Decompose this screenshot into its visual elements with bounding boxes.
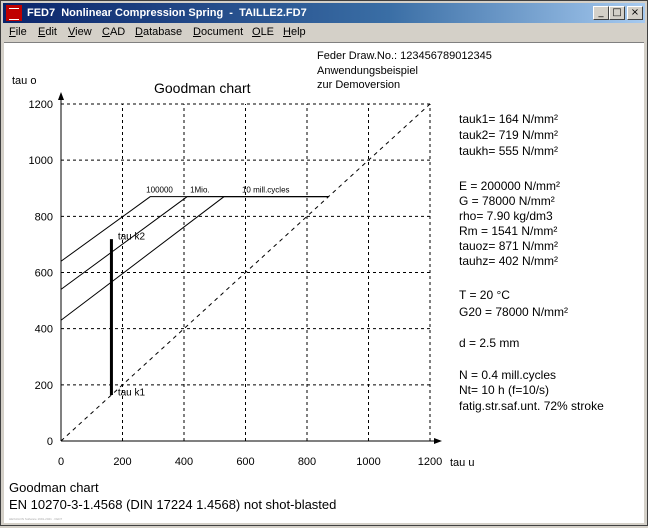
fatigue-line <box>61 197 329 321</box>
y-tick-label: 200 <box>34 379 53 392</box>
x-tick-label: 1000 <box>356 456 381 468</box>
results-panel <box>459 112 604 413</box>
app-icon[interactable] <box>6 5 22 21</box>
menu-edit[interactable] <box>38 26 57 38</box>
menu-document[interactable] <box>193 26 243 38</box>
x-tick-label: 200 <box>113 456 132 468</box>
drawing-area <box>4 42 644 523</box>
y-tick-label: 1200 <box>28 99 53 111</box>
footer-tiny-text: HEXAGON Software 1991-2021 · FED7 <box>9 517 63 521</box>
goodman-chart-canvas <box>4 43 644 523</box>
menu-view[interactable] <box>68 26 92 38</box>
result-line: d = 2.5 mm <box>459 336 520 350</box>
menu-bar <box>3 24 645 42</box>
menu-cad-mnemonic: C <box>102 26 110 38</box>
result-line: Nt= 10 h (f=10/s) <box>459 383 550 397</box>
result-line: T = 20 °C <box>459 288 510 302</box>
cycle-label: 10 mill.cycles <box>241 185 290 195</box>
menu-view-mnemonic: V <box>68 26 76 38</box>
result-line: tauhz= 402 N/mm² <box>459 254 559 268</box>
menu-database-mnemonic: D <box>135 26 143 38</box>
result-line: fatig.str.saf.unt. 72% stroke <box>459 399 604 413</box>
result-line: G = 78000 N/mm² <box>459 194 555 208</box>
menu-cad-label: AD <box>109 26 126 38</box>
title-bar[interactable] <box>3 3 645 23</box>
maximize-button[interactable]: □ <box>609 6 625 20</box>
fatigue-line <box>61 197 329 290</box>
chart-title: Goodman chart <box>154 80 251 96</box>
menu-file-label: ile <box>15 26 27 38</box>
y-tick-label: 400 <box>34 323 53 336</box>
menu-ole[interactable] <box>252 26 274 38</box>
y-tick-label: 1000 <box>28 155 53 168</box>
close-button[interactable]: × <box>627 6 643 20</box>
result-line: E = 200000 N/mm² <box>459 179 561 193</box>
header-line-2: Anwendungsbeispiel <box>317 65 418 77</box>
x-axis-label: tau u <box>450 457 475 469</box>
y-axis-arrow <box>58 92 64 100</box>
result-line: rho= 7.90 kg/dm3 <box>459 209 553 223</box>
result-line: N = 0.4 mill.cycles <box>459 368 557 382</box>
menu-database-label: atabase <box>142 26 183 38</box>
menu-edit-mnemonic: E <box>38 26 46 38</box>
y-axis-label: tau o <box>12 75 37 87</box>
result-line: Rm = 1541 N/mm² <box>459 224 558 238</box>
header-line-1: Feder Draw.No.: 123456789012345 <box>317 50 492 62</box>
result-line: G20 = 78000 N/mm² <box>459 305 569 319</box>
y-tick-label: 600 <box>34 267 53 280</box>
chart-tick-labels <box>29 99 443 468</box>
menu-ole-mnemonic: O <box>252 26 261 38</box>
chart-annotations <box>118 231 146 398</box>
menu-document-mnemonic: D <box>193 26 201 38</box>
menu-file[interactable] <box>9 26 27 38</box>
cycle-label: 1Mio. <box>190 185 210 195</box>
menu-help[interactable] <box>283 26 306 38</box>
footer-material: EN 10270-3-1.4568 (DIN 17224 1.4568) not shot-blasted <box>9 497 337 512</box>
menu-help-mnemonic: H <box>283 26 291 38</box>
menu-view-label: iew <box>75 26 92 38</box>
x-tick-label: 800 <box>297 456 317 468</box>
tau-annotation: tau k2 <box>117 231 146 243</box>
menu-edit-label: dit <box>45 26 57 38</box>
window-title: FED7 Nonlinear Compression Spring - TAILLE2.FD7 <box>27 7 307 19</box>
x-axis-arrow <box>434 438 442 444</box>
menu-database[interactable] <box>135 26 182 38</box>
menu-cad[interactable] <box>102 26 125 38</box>
x-tick-label: 1200 <box>417 456 443 468</box>
minimize-button[interactable]: _ <box>593 6 609 20</box>
x-tick-label: 600 <box>236 456 255 468</box>
cycle-label: 100000 <box>146 185 173 195</box>
menu-help-label: elp <box>290 26 306 38</box>
result-line: tauoz= 871 N/mm² <box>459 239 559 253</box>
header-line-3: zur Demoversion <box>317 79 401 91</box>
tau-annotation: tau k1 <box>117 387 146 399</box>
y-tick-label: 0 <box>46 436 53 448</box>
result-line: taukh= 555 N/mm² <box>459 144 559 158</box>
x-tick-label: 400 <box>174 456 194 468</box>
menu-document-label: ocument <box>200 26 244 38</box>
x-tick-label: 0 <box>57 456 65 468</box>
menu-file-mnemonic: F <box>9 26 16 38</box>
fatigue-line <box>61 197 329 262</box>
footer-title: Goodman chart <box>9 480 99 495</box>
result-line: tauk2= 719 N/mm² <box>459 128 559 142</box>
menu-ole-label: LE <box>260 26 275 38</box>
y-tick-label: 800 <box>34 211 53 224</box>
result-line: tauk1= 164 N/mm² <box>459 112 559 126</box>
